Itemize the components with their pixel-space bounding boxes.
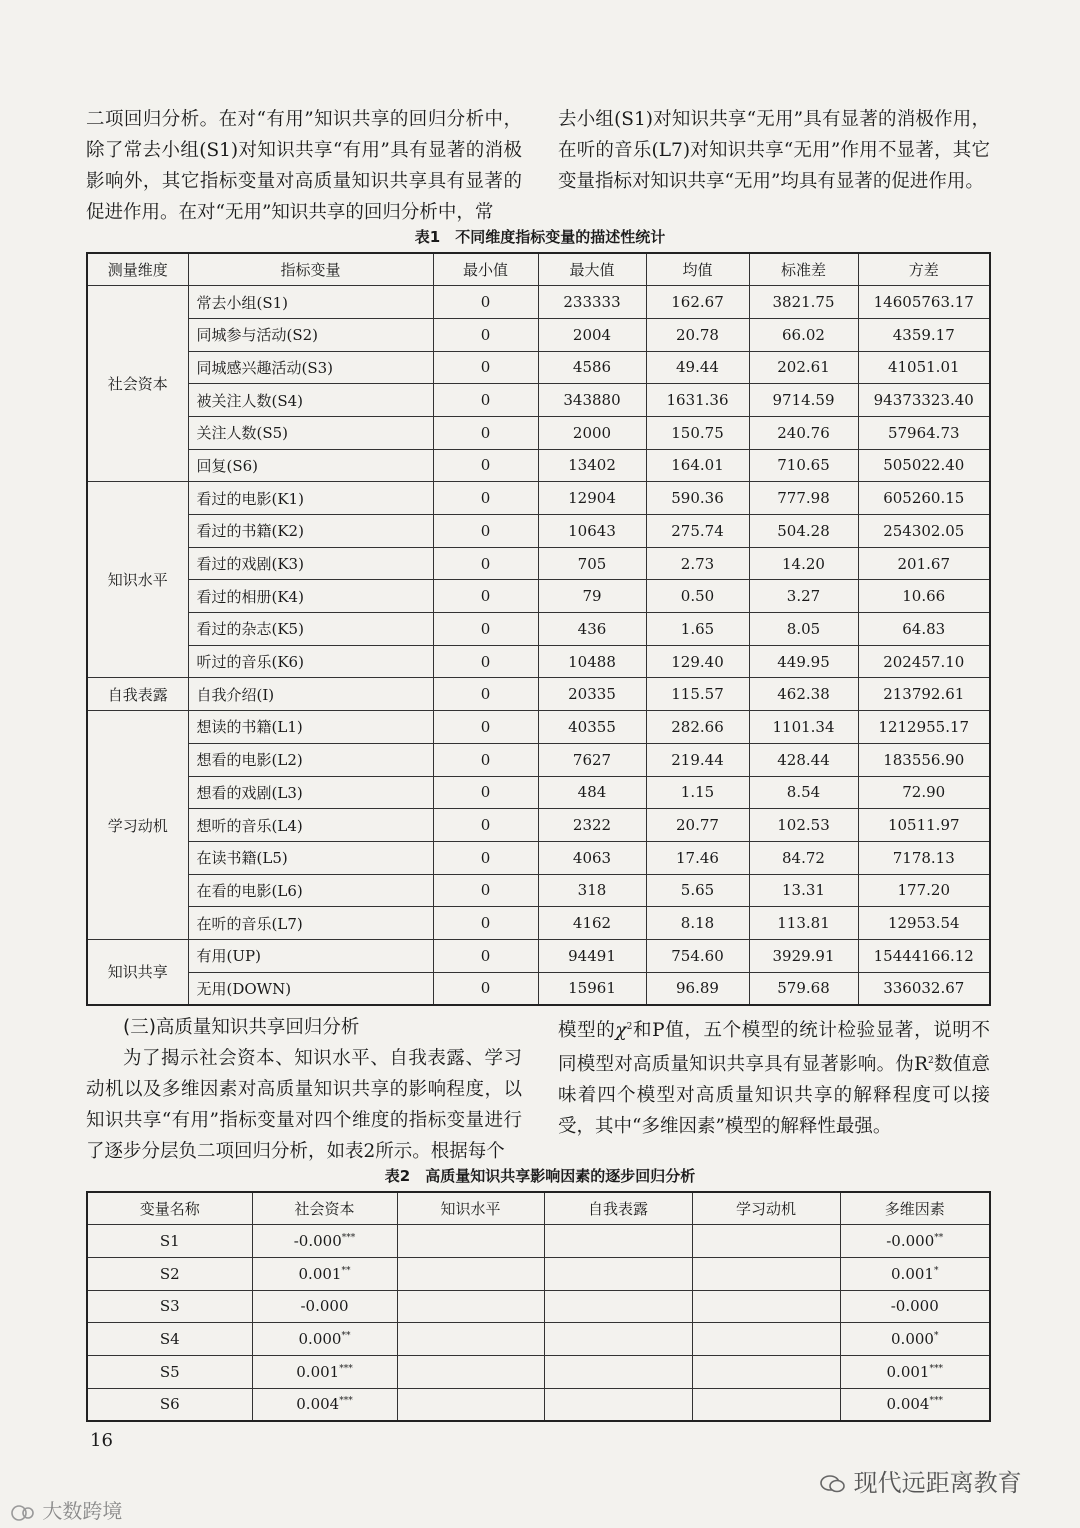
table-row — [87, 1355, 990, 1388]
value-cell: 72.90 — [858, 776, 990, 809]
indicator-cell: 常去小组(S1) — [188, 286, 433, 319]
table-row — [87, 286, 990, 319]
value-cell: 162.67 — [646, 286, 749, 319]
significance-stars: ** — [341, 1265, 351, 1276]
value-cell: 0 — [433, 384, 538, 417]
value-cell: 8.05 — [749, 613, 858, 646]
table1-body — [87, 286, 990, 1005]
value-cell: 12953.54 — [858, 907, 990, 940]
empty-cell — [692, 1355, 840, 1388]
empty-cell — [692, 1388, 840, 1421]
value-cell: 79 — [538, 580, 646, 613]
value-cell: 164.01 — [646, 449, 749, 482]
table-row — [87, 678, 990, 711]
coef-cell — [252, 1355, 397, 1388]
value-cell: 2322 — [538, 809, 646, 842]
indicator-cell: 想听的音乐(L4) — [188, 809, 433, 842]
value-cell: 343880 — [538, 384, 646, 417]
coef-value: -0.000 — [890, 1297, 939, 1316]
coef-value: 0.001 — [298, 1264, 342, 1283]
value-cell: 0 — [433, 449, 538, 482]
value-cell: 41051.01 — [858, 351, 990, 384]
value-cell: 436 — [538, 613, 646, 646]
indicator-cell: 关注人数(S5) — [188, 416, 433, 449]
table1-header: 指标变量 — [188, 253, 433, 286]
table2-header: 社会资本 — [252, 1192, 397, 1225]
value-cell: 590.36 — [646, 482, 749, 515]
table-row — [87, 809, 990, 842]
value-cell: 3929.91 — [749, 939, 858, 972]
top-right-column — [558, 104, 990, 197]
coef-value: 0.000 — [298, 1330, 342, 1349]
value-cell: 17.46 — [646, 841, 749, 874]
value-cell: 484 — [538, 776, 646, 809]
table2 — [86, 1191, 991, 1422]
value-cell: 705 — [538, 547, 646, 580]
coef-cell — [252, 1225, 397, 1258]
coef-cell — [252, 1388, 397, 1421]
table-row — [87, 384, 990, 417]
value-cell: 240.76 — [749, 416, 858, 449]
value-cell: 0 — [433, 613, 538, 646]
indicator-cell: 无用(DOWN) — [188, 972, 433, 1005]
table2-header: 知识水平 — [397, 1192, 544, 1225]
empty-cell — [692, 1290, 840, 1323]
value-cell: 49.44 — [646, 351, 749, 384]
indicator-cell: 被关注人数(S4) — [188, 384, 433, 417]
value-cell: 0 — [433, 580, 538, 613]
significance-stars: *** — [339, 1396, 353, 1407]
empty-cell — [692, 1225, 840, 1258]
value-cell: 4063 — [538, 841, 646, 874]
table2-header: 变量名称 — [87, 1192, 252, 1225]
value-cell: 129.40 — [646, 645, 749, 678]
empty-cell — [544, 1225, 692, 1258]
coef-value: 0.000 — [891, 1330, 934, 1349]
coef-value: 0.001 — [891, 1264, 934, 1283]
value-cell: 428.44 — [749, 743, 858, 776]
wechat-icon — [820, 1474, 846, 1494]
value-cell: 4586 — [538, 351, 646, 384]
indicator-cell: 同城参与活动(S2) — [188, 318, 433, 351]
table1-header: 标准差 — [749, 253, 858, 286]
value-cell: 15961 — [538, 972, 646, 1005]
table-row — [87, 449, 990, 482]
value-cell: 20335 — [538, 678, 646, 711]
value-cell: 7627 — [538, 743, 646, 776]
indicator-cell: 回复(S6) — [188, 449, 433, 482]
value-cell: 318 — [538, 874, 646, 907]
indicator-cell: 看过的杂志(K5) — [188, 613, 433, 646]
chi-symbol: χ — [615, 1020, 627, 1042]
table1-header: 测量维度 — [87, 253, 188, 286]
watermark-wechat — [820, 1463, 1022, 1498]
value-cell: 1101.34 — [749, 711, 858, 744]
significance-stars: *** — [339, 1363, 353, 1374]
table-row — [87, 613, 990, 646]
value-cell: 282.66 — [646, 711, 749, 744]
value-cell: 96.89 — [646, 972, 749, 1005]
value-cell: 336032.67 — [858, 972, 990, 1005]
value-cell: 8.54 — [749, 776, 858, 809]
indicator-cell: 同城感兴趣活动(S3) — [188, 351, 433, 384]
table1 — [86, 252, 991, 1006]
section-right-paragraph — [558, 1012, 990, 1142]
watermark-brand — [10, 1495, 122, 1524]
value-cell: 57964.73 — [858, 416, 990, 449]
coef-value: 0.001 — [296, 1362, 340, 1381]
brand-logo-icon — [10, 1503, 36, 1523]
table-row — [87, 743, 990, 776]
value-cell: 0 — [433, 907, 538, 940]
value-cell: 201.67 — [858, 547, 990, 580]
value-cell: 0 — [433, 874, 538, 907]
value-cell: 7178.13 — [858, 841, 990, 874]
value-cell: 605260.15 — [858, 482, 990, 515]
table-row — [87, 1388, 990, 1421]
page-number: 16 — [90, 1430, 113, 1451]
value-cell: 0 — [433, 547, 538, 580]
table-row — [87, 1323, 990, 1356]
top-right-paragraph: 去小组(S1)对知识共享“无用”具有显著的消极作用，在听的音乐(L7)对知识共享“无用”作用不显著，其它变量指标对知识共享“无用”均具有显著的促进作用。 — [558, 109, 990, 192]
top-left-paragraph: 二项回归分析。在对“有用”知识共享的回归分析中，除了常去小组(S1)对知识共享“有用”具有显著的消极影响外，其它指标变量对高质量知识共享具有显著的促进作用。在对“无用”知识共享的回归分析中，常 — [86, 109, 522, 223]
value-cell: 0 — [433, 841, 538, 874]
variable-name-cell: S2 — [87, 1257, 252, 1290]
value-cell: 94373323.40 — [858, 384, 990, 417]
value-cell: 3.27 — [749, 580, 858, 613]
value-cell: 20.77 — [646, 809, 749, 842]
coef-cell — [840, 1323, 990, 1356]
variable-name-cell: S3 — [87, 1290, 252, 1323]
empty-cell — [397, 1257, 544, 1290]
coef-value: 0.004 — [886, 1395, 930, 1414]
value-cell: 1631.36 — [646, 384, 749, 417]
value-cell: 8.18 — [646, 907, 749, 940]
value-cell: 2004 — [538, 318, 646, 351]
value-cell: 219.44 — [646, 743, 749, 776]
table-row — [87, 547, 990, 580]
value-cell: 777.98 — [749, 482, 858, 515]
dimension-cell: 学习动机 — [87, 711, 188, 940]
dimension-cell: 知识共享 — [87, 939, 188, 1004]
value-cell: 0 — [433, 939, 538, 972]
value-cell: 1.65 — [646, 613, 749, 646]
value-cell: 10643 — [538, 515, 646, 548]
section-heading: (三)高质量知识共享回归分析 — [123, 1017, 360, 1038]
indicator-cell: 在听的音乐(L7) — [188, 907, 433, 940]
coef-value: -0.000 — [886, 1232, 935, 1251]
value-cell: 213792.61 — [858, 678, 990, 711]
table-row — [87, 939, 990, 972]
coef-value: -0.000 — [300, 1297, 349, 1316]
coef-value: -0.000 — [293, 1232, 342, 1251]
table-row — [87, 580, 990, 613]
value-cell: 0.50 — [646, 580, 749, 613]
table-row — [87, 907, 990, 940]
significance-stars: *** — [341, 1233, 356, 1244]
table2-header: 学习动机 — [692, 1192, 840, 1225]
value-cell: 40355 — [538, 711, 646, 744]
r-symbol: R — [914, 1054, 929, 1076]
dimension-cell: 自我表露 — [87, 678, 188, 711]
significance-stars: ** — [934, 1233, 944, 1244]
table1-header: 最大值 — [538, 253, 646, 286]
table1-header: 方差 — [858, 253, 990, 286]
table1-header-row — [87, 253, 990, 286]
value-cell: 66.02 — [749, 318, 858, 351]
table-row — [87, 1290, 990, 1323]
indicator-cell: 看过的相册(K4) — [188, 580, 433, 613]
value-cell: 0 — [433, 482, 538, 515]
empty-cell — [692, 1323, 840, 1356]
table-row — [87, 972, 990, 1005]
value-cell: 0 — [433, 809, 538, 842]
value-cell: 177.20 — [858, 874, 990, 907]
table1-header: 均值 — [646, 253, 749, 286]
indicator-cell: 有用(UP) — [188, 939, 433, 972]
table-row — [87, 318, 990, 351]
empty-cell — [544, 1290, 692, 1323]
table-row — [87, 711, 990, 744]
value-cell: 254302.05 — [858, 515, 990, 548]
value-cell: 0 — [433, 711, 538, 744]
table1-header: 最小值 — [433, 253, 538, 286]
coef-cell — [252, 1257, 397, 1290]
indicator-cell: 自我介绍(I) — [188, 678, 433, 711]
value-cell: 4359.17 — [858, 318, 990, 351]
value-cell: 10488 — [538, 645, 646, 678]
superscript: 2 — [626, 1022, 633, 1032]
coef-cell — [840, 1225, 990, 1258]
value-cell: 115.57 — [646, 678, 749, 711]
coef-cell — [252, 1323, 397, 1356]
table-row — [87, 776, 990, 809]
section-left-column — [86, 1012, 522, 1167]
variable-name-cell: S5 — [87, 1355, 252, 1388]
value-cell: 754.60 — [646, 939, 749, 972]
coef-value: 0.004 — [296, 1395, 340, 1414]
value-cell: 13402 — [538, 449, 646, 482]
text-run: 和P值，五个模型的统计检验显著，说明不同模型对高质量知识共享具有显著影响。伪 — [558, 1020, 990, 1076]
value-cell: 202.61 — [749, 351, 858, 384]
value-cell: 5.65 — [646, 874, 749, 907]
empty-cell — [544, 1257, 692, 1290]
value-cell: 1212955.17 — [858, 711, 990, 744]
table-row — [87, 482, 990, 515]
value-cell: 64.83 — [858, 613, 990, 646]
value-cell: 4162 — [538, 907, 646, 940]
indicator-cell: 看过的书籍(K2) — [188, 515, 433, 548]
empty-cell — [544, 1355, 692, 1388]
table-row — [87, 1257, 990, 1290]
watermark-brand-text: 大数跨境 — [42, 1499, 123, 1523]
table-row — [87, 351, 990, 384]
table2-header: 多维因素 — [840, 1192, 990, 1225]
value-cell: 150.75 — [646, 416, 749, 449]
value-cell: 102.53 — [749, 809, 858, 842]
value-cell: 113.81 — [749, 907, 858, 940]
variable-name-cell: S4 — [87, 1323, 252, 1356]
text-run: 模型的 — [558, 1020, 616, 1042]
indicator-cell: 在看的电影(L6) — [188, 874, 433, 907]
value-cell: 84.72 — [749, 841, 858, 874]
significance-stars: *** — [929, 1396, 943, 1407]
empty-cell — [397, 1225, 544, 1258]
empty-cell — [544, 1388, 692, 1421]
table-row — [87, 515, 990, 548]
value-cell: 0 — [433, 776, 538, 809]
value-cell: 183556.90 — [858, 743, 990, 776]
value-cell: 13.31 — [749, 874, 858, 907]
value-cell: 504.28 — [749, 515, 858, 548]
table-row — [87, 874, 990, 907]
value-cell: 94491 — [538, 939, 646, 972]
table-row — [87, 1225, 990, 1258]
empty-cell — [544, 1323, 692, 1356]
table-row — [87, 416, 990, 449]
value-cell: 1.15 — [646, 776, 749, 809]
value-cell: 0 — [433, 678, 538, 711]
dimension-cell: 知识水平 — [87, 482, 188, 678]
coef-cell — [840, 1257, 990, 1290]
dimension-cell: 社会资本 — [87, 286, 188, 482]
coef-value: 0.001 — [886, 1362, 930, 1381]
indicator-cell: 想看的电影(L2) — [188, 743, 433, 776]
value-cell: 0 — [433, 972, 538, 1005]
indicator-cell: 看过的电影(K1) — [188, 482, 433, 515]
empty-cell — [692, 1257, 840, 1290]
significance-stars: * — [933, 1265, 939, 1276]
value-cell: 579.68 — [749, 972, 858, 1005]
significance-stars: * — [933, 1331, 939, 1342]
indicator-cell: 听过的音乐(K6) — [188, 645, 433, 678]
indicator-cell: 想看的戏剧(L3) — [188, 776, 433, 809]
variable-name-cell: S1 — [87, 1225, 252, 1258]
significance-stars: *** — [929, 1363, 943, 1374]
table2-header: 自我表露 — [544, 1192, 692, 1225]
empty-cell — [397, 1388, 544, 1421]
table2-body — [87, 1225, 990, 1421]
value-cell: 15444166.12 — [858, 939, 990, 972]
indicator-cell: 想读的书籍(L1) — [188, 711, 433, 744]
coef-cell — [840, 1388, 990, 1421]
value-cell: 0 — [433, 351, 538, 384]
value-cell: 14.20 — [749, 547, 858, 580]
value-cell: 0 — [433, 416, 538, 449]
value-cell: 9714.59 — [749, 384, 858, 417]
value-cell: 505022.40 — [858, 449, 990, 482]
value-cell: 12904 — [538, 482, 646, 515]
value-cell: 449.95 — [749, 645, 858, 678]
value-cell: 2000 — [538, 416, 646, 449]
table-row — [87, 841, 990, 874]
value-cell: 202457.10 — [858, 645, 990, 678]
section-left-paragraph: 为了揭示社会资本、知识水平、自我表露、学习动机以及多维因素对高质量知识共享的影响程度，以知识共享“有用”指标变量对四个维度的指标变量进行了逐步分层负二项回归分析，如表2所示。根据每个 — [86, 1048, 522, 1162]
text-run: 数值意味着四个模型对高质量知识共享的解释程度可以接受，其中“多维因素”模型的解释性最强。 — [558, 1054, 990, 1138]
value-cell: 0 — [433, 318, 538, 351]
value-cell: 0 — [433, 645, 538, 678]
coef-cell — [840, 1290, 990, 1323]
coef-cell — [252, 1290, 397, 1323]
empty-cell — [397, 1355, 544, 1388]
table2-caption: 表2 高质量知识共享影响因素的逐步回归分析 — [384, 1167, 696, 1185]
significance-stars: ** — [341, 1331, 351, 1342]
table1-caption: 表1 不同维度指标变量的描述性统计 — [414, 228, 666, 246]
indicator-cell: 在读书籍(L5) — [188, 841, 433, 874]
value-cell: 275.74 — [646, 515, 749, 548]
indicator-cell: 看过的戏剧(K3) — [188, 547, 433, 580]
value-cell: 710.65 — [749, 449, 858, 482]
value-cell: 10511.97 — [858, 809, 990, 842]
value-cell: 2.73 — [646, 547, 749, 580]
value-cell: 3821.75 — [749, 286, 858, 319]
value-cell: 0 — [433, 515, 538, 548]
value-cell: 462.38 — [749, 678, 858, 711]
superscript: 2 — [928, 1056, 934, 1067]
empty-cell — [397, 1290, 544, 1323]
value-cell: 233333 — [538, 286, 646, 319]
value-cell: 0 — [433, 286, 538, 319]
variable-name-cell: S6 — [87, 1388, 252, 1421]
value-cell: 0 — [433, 743, 538, 776]
value-cell: 10.66 — [858, 580, 990, 613]
section-right-column — [558, 1012, 990, 1142]
coef-cell — [840, 1355, 990, 1388]
top-left-column — [86, 104, 522, 228]
table-row — [87, 645, 990, 678]
table2-header-row — [87, 1192, 990, 1225]
value-cell: 14605763.17 — [858, 286, 990, 319]
empty-cell — [397, 1323, 544, 1356]
watermark-text: 现代远距离教育 — [853, 1469, 1022, 1497]
value-cell: 20.78 — [646, 318, 749, 351]
